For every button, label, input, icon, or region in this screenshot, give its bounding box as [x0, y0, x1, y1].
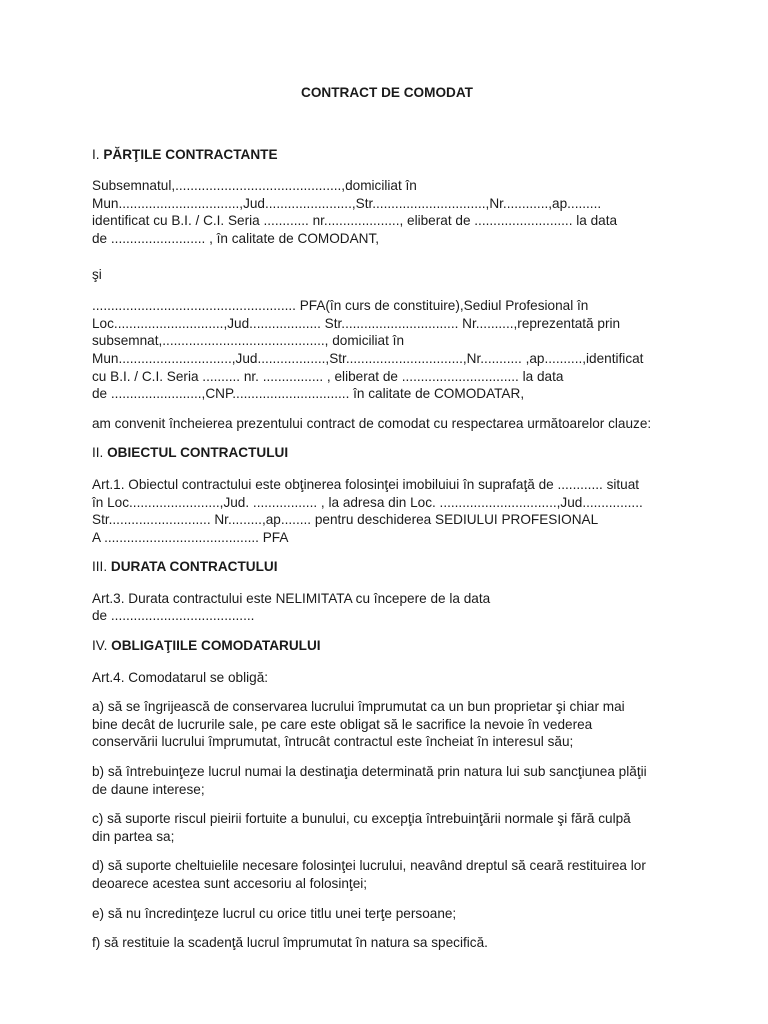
clause-a: a) să se îngrijească de conservarea lucrului împrumutat ca un bun proprietar şi chiar mai bine decât de lucrurile sale, pe care este obligat să le sacrifice la nevoie în vederea conservării lucrului împrumutat, întrucât contractul este încheiat în interesul său; [92, 699, 625, 750]
clause-e: e) să nu încredinţeze lucrul cu orice titlu unei terţe persoane; [92, 905, 457, 921]
article-3: Art.3. Durata contractului este NELIMITATA cu începere de la data de ...................................... [92, 590, 491, 624]
section-heading-parties: I. PĂRŢILE CONTRACTANTE [92, 146, 278, 162]
paragraph-agreement: am convenit încheierea prezentului contract de comodat cu respectarea următoarelor clauze: [92, 415, 652, 431]
section-heading-duration: III. DURATA CONTRACTULUI [92, 559, 278, 575]
article-1: Art.1. Obiectul contractului este obţinerea folosinţei imobiluiui în suprafaţă de ............ situat în Loc........................,Jud. ................. , la adresa din Loc. ...............................,Jud................ Str........................... Nr.........,ap........ pentru deschiderea SEDIULUI PROFESIONAL A ......................................... PFA [92, 476, 643, 545]
clause-f: f) să restituie la scadenţă lucrul împrumutat în natura sa specifică. [92, 935, 488, 951]
clause-c: c) să suporte riscul pieirii fortuite a bunului, cu excepţia întrebuinţării normale şi fără culpă din partea sa; [92, 811, 631, 844]
conjunction-si: şi [92, 266, 102, 282]
paragraph-comodant: Subsemnatul,............................................,domiciliat în Mun................................,Jud.......................,Str..............................,Nr............,ap......... identificat cu B.I. / C.I. Seria ............ nr...................., eliberat de .......................... la data de ......................... , în calitate de COMODANT, [92, 178, 618, 246]
section-heading-object: II. OBIECTUL CONTRACTULUI [92, 445, 289, 461]
contract-body [92, 84, 682, 964]
section-heading-obligations: IV. OBLIGAŢIILE COMODATARULUI [92, 638, 321, 654]
paragraph-comodatar: ...................................................... PFA(în curs de constituire),Sediul Profesional în Loc.............................,Jud................... Str............................... Nr..........,reprezentată prin subsemnat,..........................................., domiciliat în Mun..............................,Jud..................,Str...............................,Nr........... ,ap..........,identificat cu B.I. / C.I. Seria .......... nr. ................ , eliberat de ............................... la data de ........................,CNP............................... în calitate de COMODATAR, [92, 298, 644, 402]
document-title: CONTRACT DE COMODAT [301, 85, 473, 100]
article-4: Art.4. Comodatarul se obligă: [92, 669, 269, 685]
clause-b: b) să întrebuinţeze lucrul numai la destinaţia determinată prin natura lui sub sancţiunea plăţii de daune interese; [92, 764, 647, 797]
clause-d: d) să suporte cheltuielile necesare folosinţei lucrului, neavând dreptul să ceară restituirea lor deoarece acestea sunt accesoriu al folosinţei; [92, 858, 646, 891]
